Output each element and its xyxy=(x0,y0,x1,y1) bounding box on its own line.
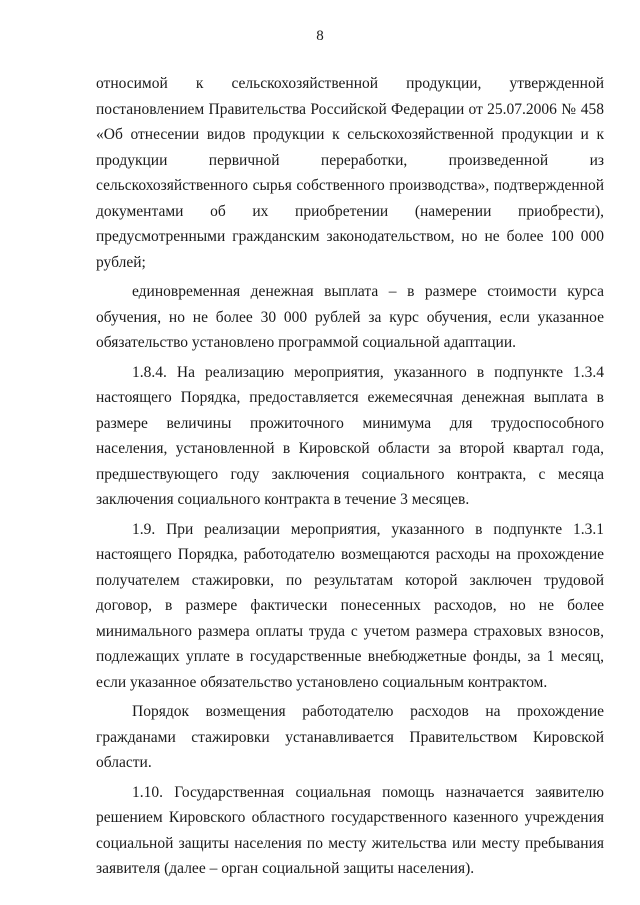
paragraph-1-9: 1.9. При реализации мероприятия, указанного в подпункте 1.3.1 настоящего Порядка, работодателю возмещаются расходы на прохождение получателем стажировки, по результатам которой заключен трудовой договор, в размере фактически понесенных расходов, но не более минимального размера оплаты труда с учетом размера страховых взносов, подлежащих уплате в государственные внебюджетные фонды, за 1 месяц, если указанное обязательство установлено социальным контрактом. xyxy=(96,520,604,691)
paragraph-one-time-payment: единовременная денежная выплата – в размере стоимости курса обучения, но не более 30 000 рублей за курс обучения, если указанное обязательство установлено программой социальной адаптации. xyxy=(96,283,604,351)
page-number: 8 xyxy=(316,28,324,44)
paragraph-1-10: 1.10. Государственная социальная помощь назначается заявителю решением Кировского областного государственного казенного учреждения социальной защиты населения по месту жительства или месту пребывания заявителя (далее – орган социальной защиты населения). xyxy=(96,783,604,877)
paragraph-1-8-4: 1.8.4. На реализацию мероприятия, указанного в подпункте 1.3.4 настоящего Порядка, предоставляется ежемесячная денежная выплата в размере величины прожиточного минимума для трудоспособного населения, установленной в Кировской области за второй квартал года, предшествующего году заключения социального контракта, с месяца заключения социального контракта в течение 3 месяцев. xyxy=(96,363,604,508)
document-body xyxy=(96,71,604,882)
paragraph-continuation: относимой к сельскохозяйственной продукции, утвержденной постановлением Правительства Российской Федерации от 25.07.2006 № 458 «Об отнесении видов продукции к сельскохозяйственной продукции и к продукции первичной переработки, произведенной из сельскохозяйственного сырья собственного производства», подтвержденной документами об их приобретении (намерении приобрести), предусмотренными гражданским законодательством, но не более 100 000 рублей; xyxy=(96,75,604,271)
paragraph-reimbursement-procedure: Порядок возмещения работодателю расходов на прохождение гражданами стажировки устанавливается Правительством Кировской области. xyxy=(96,703,604,771)
